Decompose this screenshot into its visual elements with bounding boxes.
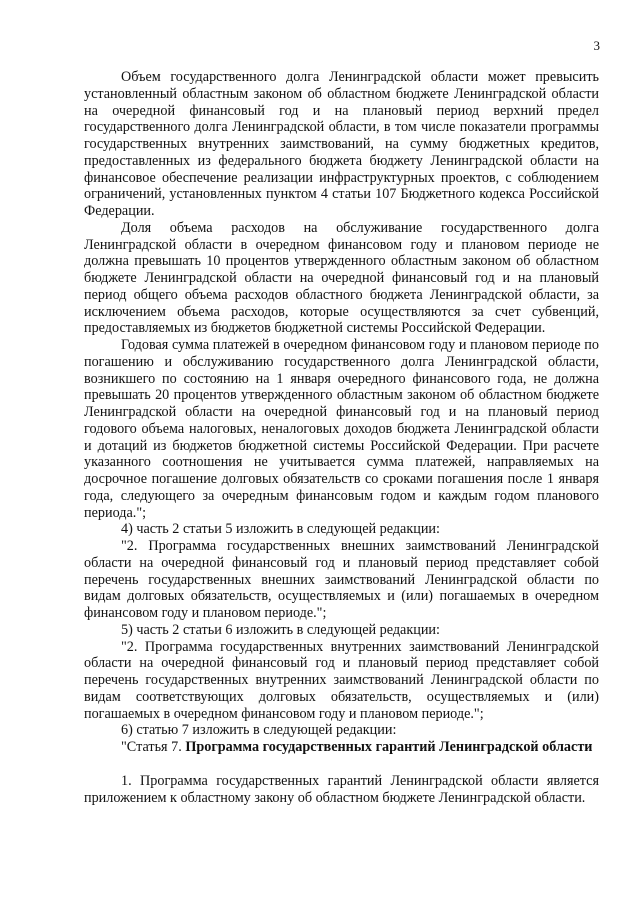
page-number: 3 <box>593 38 600 53</box>
article-title: Программа государственных гарантий Ленинградской области <box>185 739 593 755</box>
article-heading <box>84 739 599 756</box>
paragraph-internal-borrowing: "2. Программа государственных внутренних заимствований Ленинградской области на очередной финансовый год и плановый период представляет собой перечень государственных внутренних заимствований Ленинградской области по видам соответствующих долговых обязательств, осуществляемых и (или) погашаемых в очередном финансовом году и плановом периоде."; <box>84 638 599 722</box>
document-body <box>84 69 599 806</box>
amendment-item-5: 5) часть 2 статьи 6 изложить в следующей редакции: <box>121 621 440 638</box>
paragraph-annual-payments: Годовая сумма платежей в очередном финансовом году и плановом периоде по погашению и обслуживанию государственного долга Ленинградской области, возникшего по состоянию на 1 января очередного финансового года, не должна превышать 20 процентов утвержденного областным законом об областном бюджете Ленинградской области на очередной финансовый год и на плановый период годового объема налоговых, неналоговых доходов бюджета Ленинградской области и дотаций из бюджетов бюджетной системы Российской Федерации. При расчете указанного соотношения не учитывается сумма платежей, направляемых на досрочное погашение долговых обязательств со сроками погашения после 1 января года, следующего за очередным финансовым годом и каждым годом планового периода."; <box>84 337 599 521</box>
paragraph-external-borrowing: "2. Программа государственных внешних заимствований Ленинградской области на очередной финансовый год и плановый период представляет собой перечень государственных внешних заимствований Ленинградской области по видам долговых обязательств, осуществляемых и (или) погашаемых в очередном финансовом году и плановом периоде."; <box>84 538 599 621</box>
article-prefix: "Статья 7. <box>121 739 186 755</box>
paragraph-guarantee-program: 1. Программа государственных гарантий Ленинградской области является приложением к областному закону об областном бюджете Ленинградской области. <box>84 772 599 806</box>
paragraph-debt-service-share: Доля объема расходов на обслуживание государственного долга Ленинградской области в очередном финансовом году и плановом периоде не должна превышать 10 процентов утвержденного областным законом об областном бюджете Ленинградской области на очередной финансовый год и на плановый период общего объема расходов областного бюджета Ленинградской области, за исключением объема расходов, которые осуществляются за счет субвенций, предоставляемых из бюджетов бюджетной системы Российской Федерации. <box>84 219 599 337</box>
amendment-item-6: 6) статью 7 изложить в следующей редакции: <box>121 722 397 739</box>
paragraph-debt-volume: Объем государственного долга Ленинградской области может превысить установленный областным законом об областном бюджете Ленинградской области на очередной финансовый год и на плановый период верхний предел государственного долга Ленинградской области, в том числе показатели программы государственных внутренних заимствований, на сумму бюджетных кредитов, предоставленных из федерального бюджета бюджету Ленинградской области на финансовое обеспечение реализации инфраструктурных проектов, с соблюдением ограничений, установленных пунктом 4 статьи 107 Бюджетного кодекса Российской Федерации. <box>84 69 599 219</box>
amendment-item-4: 4) часть 2 статьи 5 изложить в следующей редакции: <box>121 521 440 538</box>
